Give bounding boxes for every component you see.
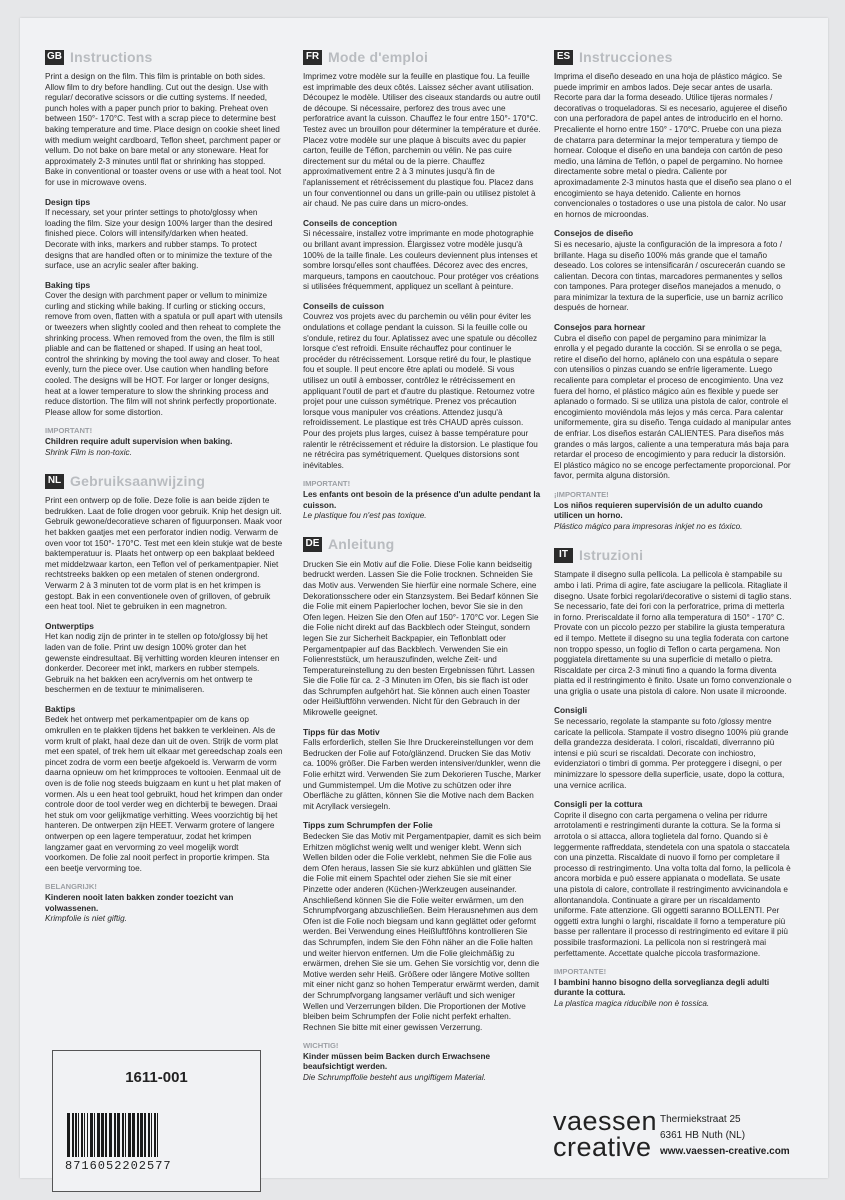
- baking-tips-text: Couvrez vos projets avec du parchemin ou vélin pour éviter les ondulations et collage pendant la cuisson. Si la feuille colle ou s'ondule, retirez du four. Aplatissez avec une spatule ou décollez lorsque c'est refroidi. Ensuite réchauffez pour continuer le procéder du rétrécissement. Lorsque retiré du four, le plastique fou et souple. Il peut encore être aplati ou modelé. Si vous utilisez un outil à embosser, contrôlez le rétrécissement en appliquant l'outil de part et d'autre du plastique. Retournez votre projet pour une cuisson symétrique. Prenez vos précaution lorsque vous manipuler vos créations. Attendez jusqu'à refroidissement. Le plastique est très CHAUD après cuisson. Pour des projets plus larges, cuisez à basse température pour ralentir le rétrécissement et réduire la distorsion. Le plastique fou ne rétrécira pas symétriquement. Quelques distorsions sont inévitables.: [303, 312, 538, 470]
- important-label: IMPORTANT!: [303, 479, 351, 489]
- important-note: La plastica magica riducibile non è tossica.: [554, 998, 710, 1008]
- section-de: [303, 536, 541, 1084]
- important-text: Kinder müssen beim Backen durch Erwachsene beaufsichtigt werden.: [303, 1051, 491, 1072]
- baking-tips: [554, 799, 792, 959]
- design-tips: [303, 218, 541, 293]
- lang-title: Anleitung: [328, 536, 395, 553]
- lang-code-badge: GB: [45, 50, 64, 65]
- column-left: [45, 48, 283, 939]
- intro-text: Print een ontwerp op de folie. Deze folie is aan beide zijden te bedrukken. Laat de folie drogen voor gebruik. Knip het design uit. Gebruik gewone/decoratieve scharen of figuurponsen. Maak voor het bakken gaatjes met een perforator indien nodig. Verwarm de oven voor tot 150°- 170°C. Test met een klein stukje wat de beste baktemperatuur is. Plaats het ontwerp op een bakplaat bekleed met middelzwaar karton, een Teflon vel of perkamentpapier. Niet rechtstreeks bakken op een metalen of stenen ondergrond. Verwarm 2 à 3 minuten tot de vorm plat is en het krimpen is gestopt. Bak in een conventionele oven of grilloven, of gebruik een heat tool. Niet te gebruiken in een magnetron.: [45, 496, 283, 612]
- lang-code-badge: ES: [554, 50, 573, 65]
- baking-tips-heading: Tipps zum Schrumpfen der Folie: [303, 820, 433, 831]
- important-note: Krimpfolie is niet giftig.: [45, 914, 127, 924]
- design-tips-text: Falls erforderlich, stellen Sie Ihre Druckereinstellungen vor dem Bedrucken der Folie auf Foto/glänzend. Drucken Sie das Motiv ca. 100% größer. Die Farben werden intensiver/dunkler, wenn die Folie erhitzt wird. Verwenden Sie zum Dekorieren Tusche, Marker und Gummistempel. Um die Motive zu schützen oder ihre Oberfläche zu glätten, können Sie die Motive nach dem Backen mit Acryllack versiegeln.: [303, 738, 541, 811]
- intro-text: Imprima el diseño deseado en una hoja de plástico mágico. Se puede imprimir en ambos lados. Deje secar antes de usarla. Recorte para dar la forma deseado. Utilice tijeras normales / decorativas o troqueladoras. Si es necesario, agujeree el diseño con una perforadora de papel antes de introducirlo en el horno. Precaliente el horno entre 150° - 170°C. Pruebe con una pieza de chatarra para determinar la mejor temperatura y tiempo de hornear. Coloque el diseño en una bandeja con cartón de peso medio, una lámina de Teflón, o papel de pergamino. No hornee directamente sobre metal o piedra. Caliente por aproximadamente 2-3 minutos hasta que el diseño sea plano o el encogimiento se haya detenido. Caliente en hornos convencionales o tostadores o use una pistola de calor. No usar en hornos de microondas.: [554, 72, 792, 219]
- baking-tips-heading: Consigli per la cottura: [554, 799, 643, 810]
- design-tips: [554, 228, 792, 314]
- lang-title: Istruzioni: [579, 547, 644, 564]
- design-tips: [303, 727, 541, 813]
- design-tips-text: Se necessario, regolate la stampante su foto /glossy mentre caricate la pellicola. Stampate il vostro disegno 100% più grande della grandezza desiderata. I colori, riscaldati, diverranno più intensi e più scuri se riscaldati. Decorate con inchiostro, evidenziatori o timbri di gomma. Per proteggere i disegni, o per minimizzare lo spessore della superficie, usate, dopo la cottura, una vernice acrilica.: [554, 717, 789, 790]
- design-tips-heading: Consigli: [554, 705, 588, 716]
- lang-code-badge: NL: [45, 474, 64, 489]
- design-tips: [45, 621, 283, 696]
- section-fr: [303, 48, 541, 522]
- important-note: Die Schrumpffolie besteht aus ungiftigem Material.: [303, 1073, 486, 1083]
- important-text: Los niños requieren supervisión de un adulto cuando utilicen un horno.: [554, 500, 763, 521]
- address-street: Thermiekstraat 25: [660, 1114, 741, 1125]
- baking-tips-text: Cover the design with parchment paper or vellum to minimize curling and sticking while baking. If curling or sticking occurs, remove from oven, flatten with a spatula or pull apart with utensils or tweezers when slightly cooled and then reheat to complete the shrinking process. When removed from the oven, the film is still pliable and can be flattened or shaped. If using an heat tool, control the shrinking by moving the tool away and closer. To heat evenly, turn the piece over. Use caution when handling before cooled. The designs will be HOT. For larger or longer designs, heat at a lower temperature to slow the shrinking process and reduce distortion. The film will not shrink perfectly proportionate. Please allow for some distortion.: [45, 291, 283, 417]
- barcode-number: 8716052202577: [65, 1159, 172, 1173]
- website-link[interactable]: www.vaessen-creative.com: [660, 1146, 790, 1157]
- intro-text: Stampate il disegno sulla pellicola. La pellicola è stampabile su ambo i lati. Prima di agire, fate asciugare la pellicola. Ritagliate il disegno. Usate forbici regolari/decorative o sistemi di taglio stans. Se necessario, fate dei fori con la perforatrice, prima di metterla in forno. Preriscaldate il forno alla temperatura di 150° - 170° C. Provate con un piccolo pezzo per stabilire la giusta temperatura ed il tempo. Mettete il disegno su una teglia foderata con cartone non troppo spesso, un foglio di Teflon o carta pergamena. Non poggiatela direttamente su una superficie di metallo o pietra. Riscaldate per circa 2-3 minuti fino a quando la forma diventa piatta ed il restringimento è finito. Usate un forno convenzionale o una griglia o usate una pistola di calore. Non usate il microonde.: [554, 570, 792, 696]
- baking-tips-text: Bedecken Sie das Motiv mit Pergamentpapier, damit es sich beim Erhitzen möglichst wenig wellt und weniger klebt. Wenn sich Wellen bilden oder die Folie verklebt, nehmen Sie die Folie aus dem Ofen heraus, lassen Sie sie kurz abkühlen und glätten Sie die Folie mit einem Spachtel oder ziehen Sie sie mit einer Pinzette oder anderen (Küchen-)Werkzeugen auseinander. Anschließend können Sie die Folie weiter erwärmen, um den Schrumpfvorgang abzuschließen. Beim Herausnehmen aus dem Ofen ist die Folie noch biegsam und kann geglättet oder geformt werden. Bei Verwendung eines Heißluftföhns kontrollieren Sie das Schrumpfen, indem Sie den Föhn näher an die Folie halten und weiter hiervon entfernen. Um die Folie gleichmäßig zu erwärmen, drehen Sie sie um. Gehen Sie vorsichtig vor, denn die Motive werden sehr Heiß. Größere oder längere Motive sollten mit einer nicht ganz so hohen Temperatur erwärmt werden, damit der Schrumpfvorgang langsamer verläuft und sich weniger Wellen und Verzerrungen bilden. Die Proportionen der Motive bleiben beim Schrumpfen der Folie nicht perfekt erhalten. Rechnen Sie bitte mit einer gewissen Verzerrung.: [303, 832, 542, 1032]
- lang-title: Instrucciones: [579, 48, 673, 65]
- column-middle: [303, 48, 541, 1098]
- intro-text: Drucken Sie ein Motiv auf die Folie. Diese Folie kann beidseitig bedruckt werden. Lassen Sie die Folie trocknen. Schneiden Sie das Motiv aus. Verwenden Sie hierfür eine normale Schere, eine Dekorationsschere oder ein Stanzsystem. Bei Bedarf können Sie die Folie mit einem Papierlocher lochen, bevor Sie sie in den Ofen legen. Heizen Sie den Ofen auf 150°- 170°C vor. Legen Sie die Folie nicht direkt auf das Backblech oder Steingut, sondern legen Sie zur Sicherheit Backpapier, ein Teflonblatt oder Pergamentpapier auf das Backblech. Verwenden Sie ein Folienreststück, um herauszufinden, welche Zeit- und Temperatureinstellung zu den besten Ergebnissen führt. Lassen Sie die Folie für ca. 2 -3 Minuten im Ofen, bis sie flach ist oder das Schrumpfen aufgehört hat. Sie können auch einen Toaster oder Heißluftföhn verwenden. Nicht für den Gebrauch in der Mikrowelle geeignet.: [303, 559, 539, 718]
- logo-line-1: vaessen: [553, 1106, 658, 1136]
- intro-text: Print a design on the film. This film is printable on both sides. Allow film to dry before handling. Cut out the design. Use with regular/ decorative scissors or die cutting systems. If needed, punch holes with a paper punch prior to baking. Preheat oven between 150°- 170°C. Test with a scrap piece to determine best baking temperature and time. Place design on cookie sheet lined with medium weight cardboard, Teflon sheet, parchment paper or vellum. Do not bake on bare metal or any stoneware. Heat for approximately 2-3 minutes until flat or shrinking has stopped. Bake in conventional or toaster ovens or use with a heat tool. Not for use in microwave ovens.: [45, 72, 282, 187]
- design-tips-heading: Consejos de diseño: [554, 228, 634, 239]
- important-label: WICHTIG!: [303, 1041, 339, 1051]
- lang-title: Gebruiksaanwijzing: [70, 472, 206, 489]
- design-tips-heading: Ontwerptips: [45, 620, 94, 631]
- baking-tips-heading: Consejos para hornear: [554, 322, 646, 333]
- baking-tips: [303, 301, 541, 472]
- baking-tips-text: Coprite il disegno con carta pergamena o velina per ridurre arrotolamenti e restringimenti durante la cottura. Se la forma si arrotola o si attacca, allora toglietela dal forno. Quando si è leggermente raffreddata, stendetela con una spatola o staccatela con una pinzetta. Riscaldate di nuovo il forno per completare il processo di restringimento. Una volta tolta dal forno, la pellicola è ancora morbida e può essere appianata o modellata. Se usate una pistola di calore, controllate il restringimento avvicinandola e allontanandola. Continuate a girare per un riscaldamento uniforme. Fate attenzione. Gli oggetti saranno BOLLENTI. Per oggetti extra lunghi o larghi, riscaldate il forno a temperature più basse per rallentare il processo di restringimento ed evitare il più possibile trasformazioni. La pellicola non si restringerà mai perfettamente. Accettate qualche piccola trasformazione.: [554, 810, 791, 958]
- column-right: [554, 48, 792, 1024]
- lang-code-badge: FR: [303, 50, 322, 65]
- design-tips-heading: Conseils de conception: [303, 217, 398, 228]
- design-tips: [45, 197, 283, 272]
- section-gb: [45, 48, 283, 458]
- baking-tips: [45, 704, 283, 875]
- barcode-icon: [65, 1113, 245, 1157]
- design-tips-heading: Design tips: [45, 196, 91, 207]
- logo-line-2: creative: [553, 1132, 652, 1162]
- lang-code-badge: IT: [554, 548, 573, 563]
- lang-title: Instructions: [70, 48, 153, 65]
- baking-tips: [45, 280, 283, 419]
- important-text: Les enfants ont besoin de la présence d'un adulte pendant la cuisson.: [303, 489, 541, 510]
- important-note: Le plastique fou n'est pas toxique.: [303, 511, 427, 521]
- lang-header-de: [303, 536, 541, 554]
- design-tips-text: Si es necesario, ajuste la configuración de la impresora a foto / brillante. Haga su diseño 100% más grande que el tamaño deseado. Los colores se intensificarán / oscurecerán cuando se calientan. Decora con tintas, marcadores permanentes y sellos con tampones. Para proteger diseños manejados a menudo, o para minimizar la textura de la superficie, use un barniz acrílico después de hornear.: [554, 239, 786, 313]
- company-address: [660, 1112, 790, 1160]
- important-label: IMPORTANT!: [45, 426, 93, 436]
- lang-header-gb: [45, 48, 283, 66]
- baking-tips: [303, 820, 541, 1033]
- baking-tips-text: Bedek het ontwerp met perkamentpapier om de kans op omkrullen en te plakken tijdens het bakken te verkleinen. Als de vorm krult of plakt, haal deze dan uit de oven. Strijk de vorm plat met een spatel, of trek hem uit elkaar met gereedschap zoals een pincet zodra de vorm een beetje afgekoeld is. Verwarm de vorm daarna opnieuw om het krimpproces te voltooien. Eenmaal uit de oven is de folie nog steeds buigzaam en kunt u het plat maken of vormen. Als u een heat tool gebruikt, houd het krimpen dan onder controle door de tool verder weg en dichterbij te bewegen. Draai het stuk om voor gelijkmatige verhitting. Wees voorzichtig bij het hanteren. De ontwerpen zijn HEET. Verwarm grotere of langere ontwerpen op een lagere temperatuur, zodat het krimpen langzamer gaat en vervorming zo veel mogelijk wordt voorkomen. De folie zal nooit perfect in proportie krimpen. Sta een beetje vervorming toe.: [45, 715, 283, 873]
- lang-code-badge: DE: [303, 537, 322, 552]
- lang-title: Mode d'emploi: [328, 48, 429, 65]
- baking-tips-heading: Baking tips: [45, 279, 91, 290]
- lang-header-nl: [45, 472, 283, 490]
- important-note: Shrink Film is non-toxic.: [45, 447, 132, 457]
- instruction-sheet: [20, 18, 828, 1178]
- important-text: Children require adult supervision when baking.: [45, 437, 233, 446]
- important-label: ¡IMPORTANTE!: [554, 489, 609, 499]
- section-it: [554, 546, 792, 1009]
- important-label: IMPORTANTE!: [554, 967, 607, 977]
- baking-tips-heading: Conseils de cuisson: [303, 300, 384, 311]
- baking-tips-text: Cubra el diseño con papel de pergamino para minimizar la enrolla y el pegado durante la cocción. Si se enrolla o se pega, retire el diseño del horno, aplánelo con una espátula o separe con utensilios o pinzas cuando se enfríe ligeramente. Luego recaliente para completar el proceso de encogimiento. Una vez fuera del horno, el plástico mágico aún es flexible y puede ser aplanado o formado. Si se utiliza una pistola de calor, controle el encogimiento moviéndola más lejos y más cerca. Para calentar uniformemente, gira su diseño. Tenga cuidado al manipular antes de enfriar. Los diseños estarán CALIENTES. Para diseños más grandes o más largos, caliente a una temperatura más baja para retardar el proceso de encogimiento y para reducir la distorsión. El plástico mágico no se encoge perfectamente proporcional. Por favor, permita alguna distorsión.: [554, 333, 791, 481]
- product-code-box: [52, 1050, 261, 1192]
- important-label: BELANGRIJK!: [45, 882, 97, 892]
- design-tips-text: If necessary, set your printer settings to photo/glossy when loading the film. Size your design 100% larger than the desired finished piece. Colors will intensify/darken when heated. Decorate with inks, markers and rubber stamps. To protect designs that are handled often or to minimize the texture of the surface, use an acrylic sealer after baking.: [45, 208, 273, 271]
- section-nl: [45, 472, 283, 925]
- important-text: Kinderen nooit laten bakken zonder toezicht van volwassenen.: [45, 892, 234, 913]
- baking-tips-heading: Baktips: [45, 703, 76, 714]
- design-tips-heading: Tipps für das Motiv: [303, 726, 380, 737]
- important-text: I bambini hanno bisogno della sorveglianza degli adulti durante la cottura.: [554, 977, 770, 998]
- intro-text: Imprimez votre modèle sur la feuille en plastique fou. La feuille est imprimable des deux côtés. Laissez sécher avant utilisation. Découpez le modèle. Utiliser des ciseaux standards ou autre outil de découpe. Si nécessaire, perforez des trous avec une perforatrice avant la cuisson. Chauffez le four entre 150°- 170°C. Testez avec un brouillon pour déterminer la température et durée. Placez votre modèle sur une plaque à biscuits avec du papier carton, feuille de Téflon, parchemin ou vélin. Ne pas cuire directement sur du métal ou de la pierre. Chauffez approximativement entre 2 à 3 minutes jusqu'à fin de l'aplanissement et rétrécissement du plastique fou. Placez dans un four conventionnel ou dans un grille-pain ou utilisez pistolet à air chaud. Ne pas cuire dans un micro-ondes.: [303, 72, 541, 209]
- section-es: [554, 48, 792, 532]
- company-logo: [553, 1106, 658, 1162]
- product-code: 1611-001: [125, 1069, 188, 1086]
- important-note: Plástico mágico para impresoras inkjet no es tóxico.: [554, 521, 743, 531]
- design-tips-text: Si nécessaire, installez votre imprimante en mode photographie ou brillant avant impression. Élargissez votre modèle jusqu'à 100% de la taille finale. Les couleurs deviennent plus intenses et sombre lorsqu'elles sont chauffées. Décorez avec des encres, marqueurs, tampons en caoutchouc. Pour protéger vos créations si utilisées fréquemment, appliquez un scellant à peinture.: [303, 229, 539, 292]
- baking-tips: [554, 322, 792, 482]
- lang-header-es: [554, 48, 792, 66]
- lang-header-fr: [303, 48, 541, 66]
- lang-header-it: [554, 546, 792, 564]
- design-tips: [554, 705, 792, 791]
- design-tips-text: Het kan nodig zijn de printer in te stellen op foto/glossy bij het laden van de folie. Print uw design 100% groter dan het gewenste eindresultaat. Bij verhitting worden kleuren intenser en donkerder. Decoreer met inkt, markers en rubber stempels. Gebruik na het bakken een acrylvernis om het ontwerp te beschermen en de textuur te minimaliseren.: [45, 632, 280, 695]
- address-city: 6361 HB Nuth (NL): [660, 1130, 746, 1141]
